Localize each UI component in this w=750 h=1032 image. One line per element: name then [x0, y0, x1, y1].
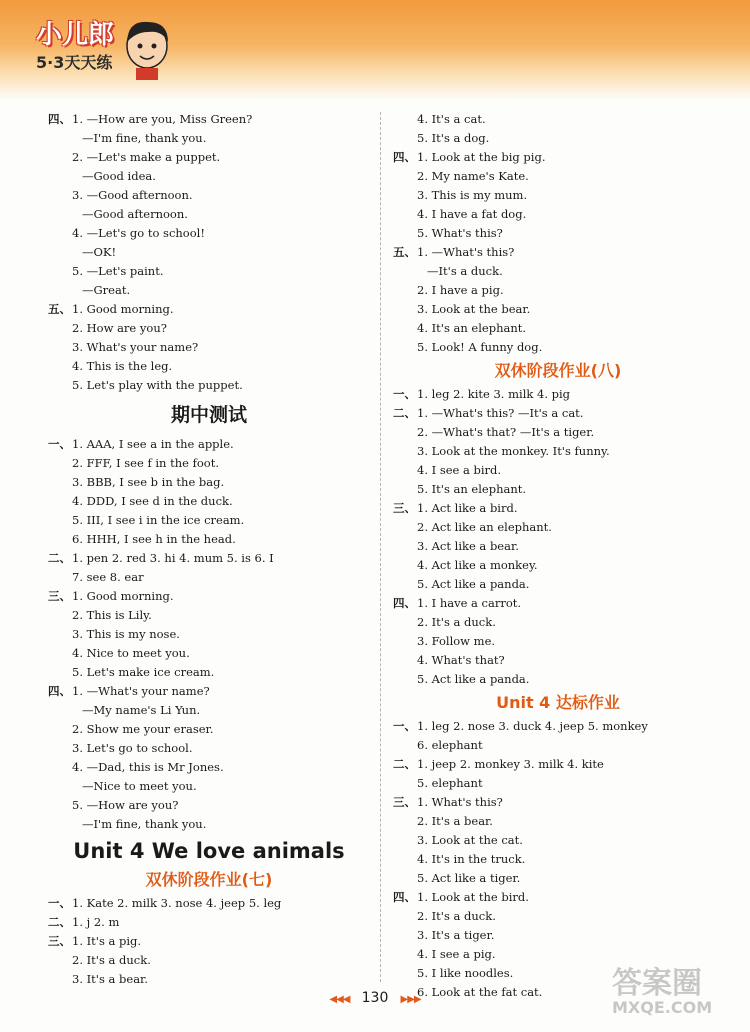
answer-line	[393, 461, 723, 480]
answer-text: —Great.	[82, 283, 131, 297]
answer-line	[393, 385, 723, 404]
answer-text: 1. —What's your name?	[72, 684, 210, 698]
section-marker: 一、	[393, 387, 416, 401]
answer-line	[393, 167, 723, 186]
section-marker: 二、	[393, 757, 416, 771]
midterm-title: 期中测试	[170, 404, 247, 426]
answer-text: 3. BBB, I see b in the bag.	[72, 475, 225, 489]
answer-text: 1. —What's this?	[417, 245, 515, 259]
answer-text: —My name's Li Yun.	[82, 703, 201, 717]
answer-line	[48, 894, 370, 913]
answer-line	[393, 262, 723, 281]
answer-text: 3. Look at the bear.	[417, 302, 531, 316]
answer-line	[393, 518, 723, 537]
answer-text: 3. It's a bear.	[72, 972, 148, 986]
answer-line	[48, 224, 370, 243]
answer-line	[48, 473, 370, 492]
answer-line	[48, 682, 370, 701]
answer-text: 2. How are you?	[72, 321, 167, 335]
section-marker: 五、	[48, 302, 71, 316]
answer-text: 3. This is my mum.	[417, 188, 528, 202]
answer-line	[393, 651, 723, 670]
answer-line	[48, 606, 370, 625]
answer-text: 5. —How are you?	[72, 798, 179, 812]
answer-text: 1. Act like a bird.	[417, 501, 518, 515]
answer-text: 1. —How are you, Miss Green?	[72, 112, 253, 126]
answer-text: 1. leg 2. nose 3. duck 4. jeep 5. monkey	[417, 719, 648, 733]
answer-line	[48, 739, 370, 758]
section-marker: 四、	[393, 150, 416, 164]
answer-text: 1. I have a carrot.	[417, 596, 522, 610]
answer-text: 2. My name's Kate.	[417, 169, 529, 183]
section-marker: 一、	[48, 437, 71, 451]
answer-line	[48, 587, 370, 606]
answer-line	[48, 338, 370, 357]
answer-text: 6. Look at the fat cat.	[417, 985, 543, 999]
answer-text: 1. It's a pig.	[72, 934, 142, 948]
answer-line	[48, 319, 370, 338]
answer-line	[393, 300, 723, 319]
section-marker: 三、	[48, 589, 71, 603]
left-column	[48, 110, 370, 989]
answer-text: 1. pen 2. red 3. hi 4. mum 5. is 6. I	[72, 551, 274, 565]
brand-subtitle: 5·3天天练	[36, 53, 113, 72]
answer-line	[48, 205, 370, 224]
answer-line	[393, 594, 723, 613]
section-marker: 二、	[393, 406, 416, 420]
watermark-logo	[612, 958, 742, 1028]
answer-text: 4. It's in the truck.	[417, 852, 526, 866]
answer-text: 1. Look at the big pig.	[417, 150, 546, 164]
answer-text: 1. jeep 2. monkey 3. milk 4. kite	[417, 757, 604, 771]
unit4-title: Unit 4 We love animals	[73, 839, 345, 863]
section-marker: 一、	[48, 896, 71, 910]
section-marker: 一、	[393, 719, 416, 733]
answer-line	[48, 186, 370, 205]
watermark-top: 答案圈	[612, 966, 702, 1001]
answer-text: 3. Follow me.	[417, 634, 496, 648]
answer-line	[393, 926, 723, 945]
answer-text: —Good afternoon.	[82, 207, 188, 221]
brand-title: 小儿郎	[36, 20, 115, 50]
answer-text: 6. elephant	[417, 738, 483, 752]
watermark-bottom: MXQE.COM	[612, 998, 713, 1017]
answer-text: 2. FFF, I see f in the foot.	[72, 456, 219, 470]
answer-line	[393, 442, 723, 461]
answer-text: 4. I see a pig.	[417, 947, 496, 961]
answer-text: 1. What's this?	[417, 795, 503, 809]
answer-line	[393, 499, 723, 518]
answer-line	[393, 480, 723, 499]
answer-text: 3. Act like a bear.	[417, 539, 519, 553]
answer-line	[393, 129, 723, 148]
answer-line	[393, 423, 723, 442]
answer-line	[48, 951, 370, 970]
answer-text: 5. I like noodles.	[417, 966, 514, 980]
right-column	[393, 110, 723, 1002]
answer-text: 1. j 2. m	[72, 915, 120, 929]
answer-text: 6. HHH, I see h in the head.	[72, 532, 236, 546]
answer-text: 1. —What's this? —It's a cat.	[417, 406, 584, 420]
answer-text: 3. What's your name?	[72, 340, 199, 354]
section-marker: 二、	[48, 551, 71, 565]
brand-logo	[28, 14, 178, 84]
answer-text: 1. Good morning.	[72, 589, 174, 603]
answer-line	[48, 796, 370, 815]
answer-line	[393, 243, 723, 262]
answer-line	[48, 720, 370, 739]
answer-line	[393, 888, 723, 907]
answer-line	[393, 736, 723, 755]
answer-line	[48, 815, 370, 834]
answer-text: 1. leg 2. kite 3. milk 4. pig	[417, 387, 571, 401]
section-marker: 四、	[48, 684, 71, 698]
answer-text: 2. Act like an elephant.	[417, 520, 552, 534]
answer-line	[48, 549, 370, 568]
answer-text: 2. —What's that? —It's a tiger.	[417, 425, 595, 439]
answer-line	[48, 530, 370, 549]
answer-text: 5. Let's play with the puppet.	[72, 378, 243, 392]
answer-line	[393, 717, 723, 736]
mascot-icon	[118, 16, 176, 80]
answer-text: 2. It's a bear.	[417, 814, 493, 828]
answer-line	[393, 319, 723, 338]
answer-text: 3. This is my nose.	[72, 627, 180, 641]
answer-line	[48, 913, 370, 932]
answer-line	[48, 511, 370, 530]
answer-line	[393, 812, 723, 831]
answer-text: 1. Look at the bird.	[417, 890, 529, 904]
answer-text: 4. I see a bird.	[417, 463, 502, 477]
answer-line	[393, 556, 723, 575]
answer-line	[393, 537, 723, 556]
answer-text: 5. It's a dog.	[417, 131, 490, 145]
answer-text: —OK!	[82, 245, 117, 259]
answer-text: 1. Good morning.	[72, 302, 174, 316]
section-marker: 三、	[393, 501, 416, 515]
answer-text: 2. Show me your eraser.	[72, 722, 214, 736]
answer-line	[393, 186, 723, 205]
answer-text: 2. This is Lily.	[72, 608, 152, 622]
answer-line	[48, 435, 370, 454]
answer-line	[48, 129, 370, 148]
answer-line	[393, 907, 723, 926]
answer-line	[48, 758, 370, 777]
answer-line	[48, 300, 370, 319]
answer-line	[48, 492, 370, 511]
answer-line	[48, 281, 370, 300]
answer-line	[393, 224, 723, 243]
answer-text: 5. Let's make ice cream.	[72, 665, 215, 679]
answer-line	[48, 262, 370, 281]
answer-text: 5. Act like a panda.	[417, 577, 530, 591]
answer-text: 5. elephant	[417, 776, 483, 790]
answer-text: 5. III, I see i in the ice cream.	[72, 513, 245, 527]
answer-line	[393, 281, 723, 300]
answer-text: —I'm fine, thank you.	[82, 131, 207, 145]
answer-line	[48, 777, 370, 796]
answer-line	[393, 831, 723, 850]
answer-text: 5. It's an elephant.	[417, 482, 527, 496]
answer-line	[393, 404, 723, 423]
answer-line	[48, 357, 370, 376]
section-marker: 四、	[393, 596, 416, 610]
answer-line	[393, 869, 723, 888]
answer-text: 3. Look at the monkey. It's funny.	[417, 444, 610, 458]
answer-text: 2. —Let's make a puppet.	[72, 150, 221, 164]
answer-line	[393, 110, 723, 129]
answer-text: 4. DDD, I see d in the duck.	[72, 494, 233, 508]
answer-text: 5. —Let's paint.	[72, 264, 164, 278]
answer-text: 2. It's a duck.	[72, 953, 151, 967]
answer-line	[48, 376, 370, 395]
answer-line	[393, 338, 723, 357]
answer-line	[393, 613, 723, 632]
answer-text: 4. It's an elephant.	[417, 321, 527, 335]
answer-text: 5. Act like a panda.	[417, 672, 530, 686]
section-marker: 三、	[48, 934, 71, 948]
section-marker: 五、	[393, 245, 416, 259]
answer-line	[48, 568, 370, 587]
page-number: 130	[361, 990, 389, 1006]
answer-text: 4. —Dad, this is Mr Jones.	[72, 760, 224, 774]
answer-line	[48, 644, 370, 663]
answer-line	[393, 793, 723, 812]
answer-text: 4. I have a fat dog.	[417, 207, 527, 221]
answer-line	[393, 148, 723, 167]
answer-line	[48, 625, 370, 644]
answer-line	[393, 205, 723, 224]
answer-line	[393, 774, 723, 793]
answer-text: 5. Act like a tiger.	[417, 871, 521, 885]
answer-text: 5. Look! A funny dog.	[417, 340, 543, 354]
answer-line	[48, 663, 370, 682]
answer-text: 4. —Let's go to school!	[72, 226, 205, 240]
answer-line	[393, 670, 723, 689]
answer-text: 3. Look at the cat.	[417, 833, 523, 847]
answer-text: —Nice to meet you.	[82, 779, 197, 793]
answer-text: 1. Kate 2. milk 3. nose 4. jeep 5. leg	[72, 896, 282, 910]
unit4-homework-title: Unit 4 达标作业	[496, 693, 620, 712]
answer-line	[48, 932, 370, 951]
answer-text: 5. What's this?	[417, 226, 503, 240]
answer-text: 1. AAA, I see a in the apple.	[72, 437, 234, 451]
answer-text: 3. —Good afternoon.	[72, 188, 193, 202]
answer-line	[393, 755, 723, 774]
answer-text: 3. It's a tiger.	[417, 928, 495, 942]
left-arrows-icon: ◀◀◀	[329, 994, 350, 1005]
answer-text: 4. It's a cat.	[417, 112, 486, 126]
section-marker: 四、	[393, 890, 416, 904]
column-divider	[380, 112, 381, 982]
answer-line	[48, 454, 370, 473]
section-marker: 二、	[48, 915, 71, 929]
answer-line	[48, 243, 370, 262]
answer-line	[48, 110, 370, 129]
section-marker: 三、	[393, 795, 416, 809]
answer-line	[393, 632, 723, 651]
answer-line	[393, 575, 723, 594]
answer-line	[48, 167, 370, 186]
answer-text: —It's a duck.	[427, 264, 503, 278]
answer-line	[48, 148, 370, 167]
answer-line	[48, 701, 370, 720]
answer-text: 4. This is the leg.	[72, 359, 173, 373]
answer-text: 7. see 8. ear	[72, 570, 144, 584]
answer-text: —I'm fine, thank you.	[82, 817, 207, 831]
answer-line	[393, 850, 723, 869]
weekend-homework-7-title: 双休阶段作业(七)	[145, 870, 273, 889]
answer-text: 4. Nice to meet you.	[72, 646, 190, 660]
right-arrows-icon: ▶▶▶	[400, 994, 421, 1005]
answer-text: —Good idea.	[82, 169, 156, 183]
answer-text: 3. Let's go to school.	[72, 741, 193, 755]
answer-text: 4. Act like a monkey.	[417, 558, 538, 572]
answer-text: 2. I have a pig.	[417, 283, 504, 297]
answer-text: 2. It's a duck.	[417, 615, 496, 629]
answer-text: 4. What's that?	[417, 653, 505, 667]
weekend-homework-8-title: 双休阶段作业(八)	[494, 361, 622, 380]
section-marker: 四、	[48, 112, 71, 126]
answer-line	[48, 970, 370, 989]
answer-text: 2. It's a duck.	[417, 909, 496, 923]
